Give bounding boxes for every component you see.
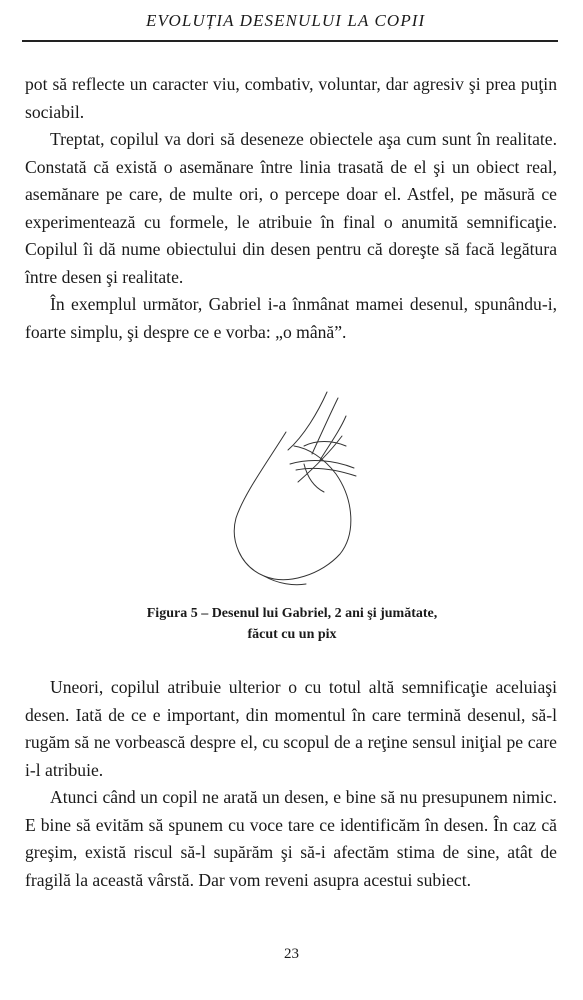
child-hand-drawing bbox=[200, 390, 400, 600]
paragraph-uneori: Uneori, copilul atribuie ulterior o cu totul altă semnificaţie aceluiaşi desen. Iată de ce e important, din momentul în care termină desenul, să-l rugăm să ne vorbească despre el, cu scopul de a reţine sensul iniţial pe care i-l atribuie. bbox=[25, 677, 557, 780]
drawing-cross-stroke-1 bbox=[290, 461, 354, 468]
paragraph-atunci: Atunci când un copil ne arată un desen, e bine să nu presupunem nimic. E bine să evităm să spunem cu voce tare ce identificăm în desen. În caz că greşim, există riscul să-l supărăm şi să-i afectăm stima de sine, atât de fragilă la această vârstă. Dar vom reveni asupra acestui subiect. bbox=[25, 787, 557, 890]
drawing-palm-outline bbox=[234, 432, 351, 580]
running-header-title: EVOLUȚIA DESENULUI LA COPII bbox=[146, 11, 426, 30]
figure-caption-line-2: făcut cu un pix bbox=[247, 627, 337, 642]
paragraph-exemplu: În exemplul următor, Gabriel i-a înmânat mamei desenul, spunându-i, foarte simplu, şi despre ce e vorba: „o mână”. bbox=[25, 294, 557, 342]
paragraph-treptat: Treptat, copilul va dori să deseneze obiectele aşa cum sunt în realitate. Constată că există o asemănare între linia trasată de el şi un obiect real, asemănare pe care, de multe ori, o percepe doar el. Astfel, pe măsură ce experimentează cu formele, le atribuie în final o anumită semnificaţie. Copilul îi dă nume obiectului din desen pentru că doreşte să facă legătura între desen şi realitate. bbox=[25, 129, 557, 287]
drawing-finger-stroke-3 bbox=[320, 416, 346, 460]
figure-caption bbox=[60, 603, 524, 645]
drawing-cross-stroke-2 bbox=[296, 468, 356, 476]
text-block-top bbox=[25, 71, 557, 346]
text-block-bottom bbox=[25, 674, 557, 894]
drawing-cross-stroke-3 bbox=[304, 442, 346, 447]
header-rule bbox=[22, 40, 558, 42]
running-header bbox=[0, 10, 583, 46]
page-number: 23 bbox=[284, 946, 299, 962]
paragraph-continued: pot să reflecte un caracter viu, combativ, voluntar, dar agresiv şi prea puţin sociabil. bbox=[25, 74, 557, 122]
figure-caption-line-1: Figura 5 – Desenul lui Gabriel, 2 ani şi jumătate, bbox=[146, 606, 438, 621]
